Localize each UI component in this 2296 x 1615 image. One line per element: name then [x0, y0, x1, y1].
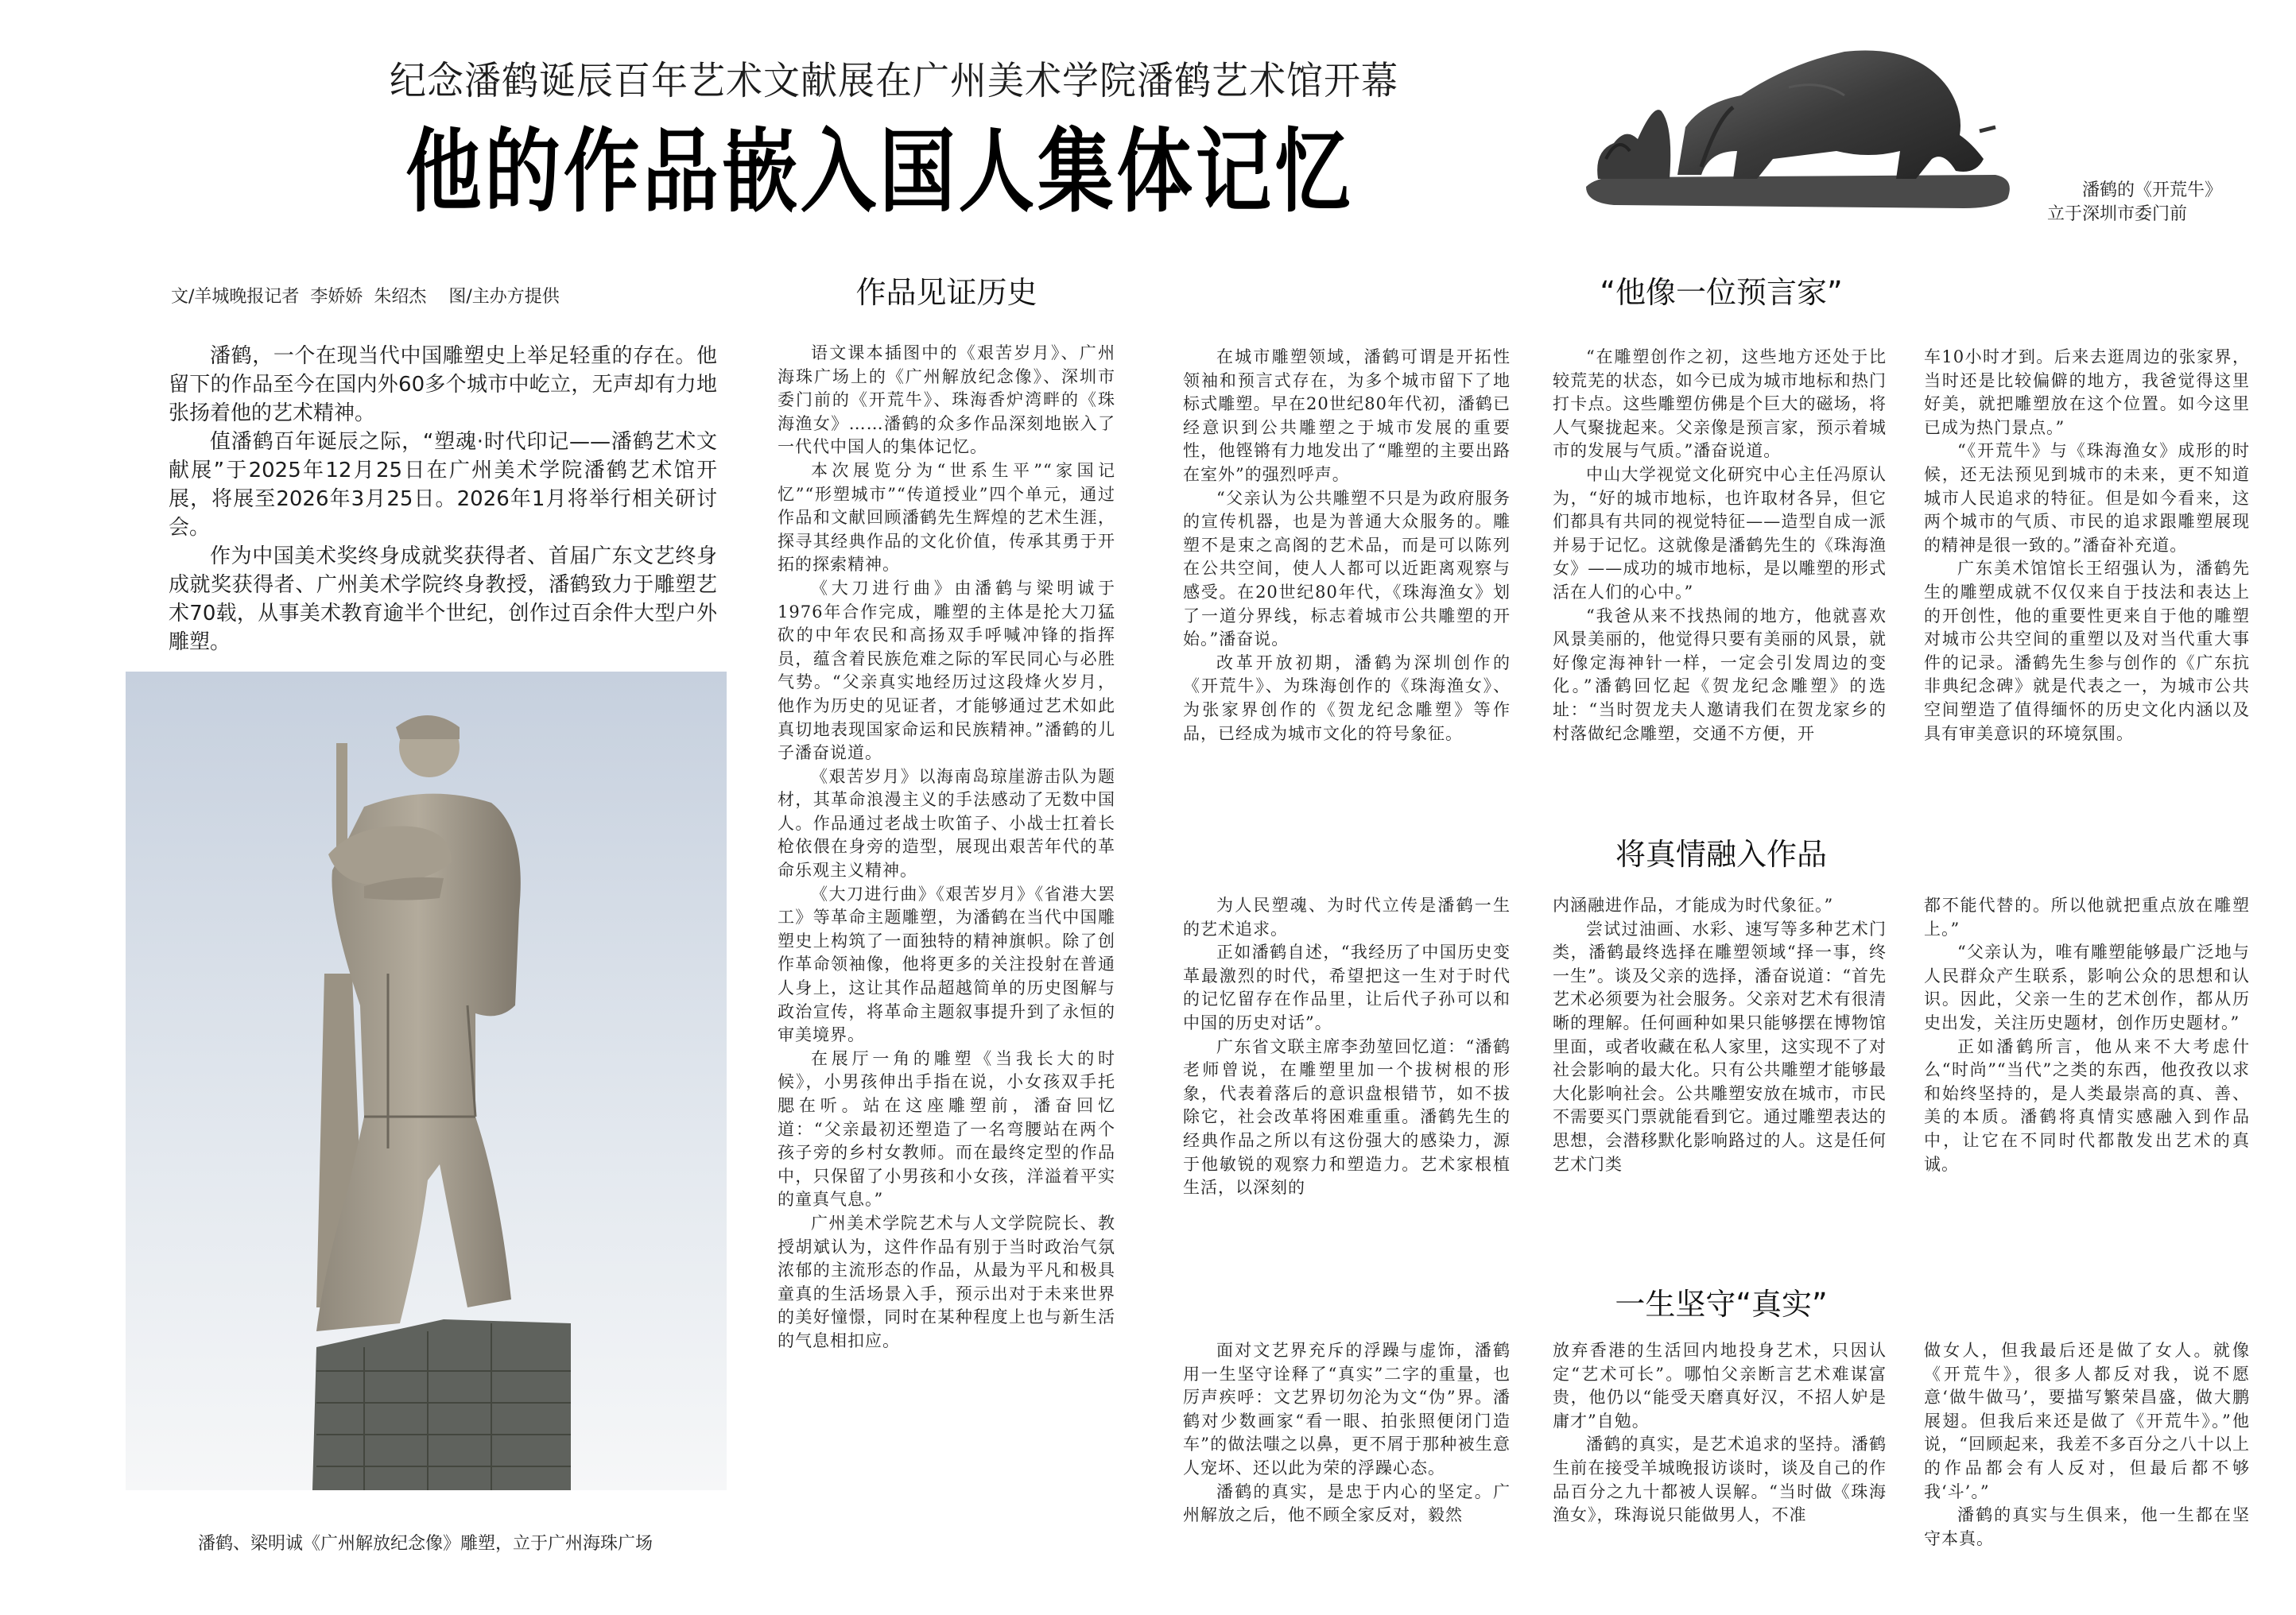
article-subtitle: 纪念潘鹤诞辰百年艺术文献展在广州美术学院潘鹤艺术馆开幕 [390, 58, 1398, 103]
paragraph: “在雕塑创作之初，这些地方还处于比较荒芜的状态，如今已成为城市地标和热门打卡点。这些雕塑仿佛是个巨大的磁场，将人气聚拢起来。父亲像是预言家，预示着城市的发展与气质。”潘奋说道。 [1553, 347, 1887, 461]
prophet-column-2 [1553, 346, 1887, 746]
bull-sculpture-photo [1582, 32, 2027, 215]
paragraph: “父亲认为，唯有雕塑能够最广泛地与人民群众产生联系，影响公众的思想和认识。因此，父亲一生的艺术创作，都从历史出发，关注历史题材，创作历史题材。” [1924, 943, 2250, 1032]
paragraph: “我爸从来不找热闹的地方，他就喜欢风景美丽的，他觉得只要有美丽的风景，就好像定海神针一样，一定会引发周边的变化。”潘鹤回忆起《贺龙纪念雕塑》的选址：“当时贺龙夫人邀请我们在贺龙家乡的村落做纪念雕塑，交通不方便，开 [1553, 606, 1887, 743]
paragraph: 本次展览分为“世系生平”“家国记忆”“形塑城市”“传道授业”四个单元，通过作品和文献回顾潘鹤先生辉煌的艺术生涯，探寻其经典作品的文化价值，传承其勇于开拓的探索精神。 [778, 460, 1115, 575]
paragraph: 做女人，但我最后还是做了女人。就像《开荒牛》，很多人都反对我，说不愿意‘做牛做马’，要描写繁荣昌盛，做大鹏展翅。但我后来还是做了《开荒牛》。”他说，“回顾起来，我差不多百分之八十以上的作品都会有人反对，但最后都不够我‘斗’。” [1924, 1341, 2250, 1501]
history-column [778, 342, 1115, 1354]
bull-sculpture-icon [1582, 32, 2027, 215]
prophet-column-3 [1924, 346, 2250, 746]
paragraph: 《大刀进行曲》由潘鹤与梁明诚于1976年合作完成，雕塑的主体是抡大刀猛砍的中年农民和高扬双手呼喊冲锋的指挥员，蕴含着民族危难之际的军民同心与必胜气势。“父亲真实地经历过这段烽火岁月，他作为历史的见证者，才能够通过艺术如此真切地表现国家命运和民族精神。”潘鹤的儿子潘奋说道。 [778, 578, 1115, 763]
paragraph: 在展厅一角的雕塑《当我长大的时候》，小男孩伸出手指在说，小女孩双手托腮在听。站在这座雕塑前，潘奋回忆道：“父亲最初还塑造了一名弯腰站在两个孩子旁的乡村女教师。而在最终定型的作品中，只保留了小男孩和小女孩，洋溢着平实的童真气息。” [778, 1048, 1115, 1210]
paragraph: 都不能代替的。所以他就把重点放在雕塑上。” [1924, 896, 2250, 939]
truth-column-2 [1553, 1339, 1887, 1528]
paragraph: 面对文艺界充斥的浮躁与虚饰，潘鹤用一生坚守诠释了“真实”二字的重量，也厉声疾呼：文艺界切勿沦为文“伪”界。潘鹤对少数画家“看一眼、拍张照便闭门造车”的做法嗤之以鼻，更不屑于那种被生意人宠坏、还以此为荣的浮躁心态。 [1183, 1341, 1511, 1478]
paragraph: 内涵融进作品，才能成为时代象征。” [1553, 896, 1834, 915]
paragraph: 车10小时才到。后来去逛周边的张家界，当时还是比较偏僻的地方，我爸觉得这里好美，就把雕塑放在这个位置。如今这里已成为热门景点。” [1924, 347, 2250, 437]
truth-column-3 [1924, 1339, 2250, 1551]
paragraph: 语文课本插图中的《艰苦岁月》、广州海珠广场上的《广州解放纪念像》、深圳市委门前的《开荒牛》、珠海香炉湾畔的《珠海渔女》……潘鹤的众多作品深刻地嵌入了一代代中国人的集体记忆。 [778, 343, 1115, 457]
sincerity-column-2 [1553, 894, 1887, 1176]
statue-photo-caption: 潘鹤、梁明诚《广州解放纪念像》雕塑，立于广州海珠广场 [197, 1534, 653, 1554]
intro-paragraph: 潘鹤，一个在现当代中国雕塑史上举足轻重的存在。他留下的作品至今在国内外60多个城市中屹立，无声却有力地张扬着他的艺术精神。 [169, 344, 717, 425]
paragraph: 在城市雕塑领域，潘鹤可谓是开拓性领袖和预言式存在，为多个城市留下了地标式雕塑。早在20世纪80年代初，潘鹤已经意识到公共雕塑之于城市发展的重要性，他铿锵有力地发出了“雕塑的主要出路在室外”的强烈呼声。 [1183, 347, 1511, 484]
paragraph: 正如潘鹤所言，他从来不大考虑什么“时尚”“当代”之类的东西，他孜孜以求和始终坚持的，是人类最崇高的真、善、美的本质。潘鹤将真情实感融入到作品中，让它在不同时代都散发出艺术的真诚。 [1924, 1036, 2250, 1174]
section-heading-prophet: “他像一位预言家” [1600, 275, 1843, 310]
sincerity-column-1 [1183, 894, 1511, 1200]
section-heading-truth: 一生坚守“真实” [1615, 1287, 1828, 1322]
paragraph: 改革开放初期，潘鹤为深圳创作的《开荒牛》、为珠海创作的《珠海渔女》、为张家界创作的《贺龙纪念雕塑》等作品，已经成为城市文化的符号象征。 [1183, 653, 1511, 743]
paragraph: 潘鹤的真实，是忠于内心的坚定。广州解放之后，他不顾全家反对，毅然 [1183, 1481, 1511, 1525]
paragraph: 广州美术学院艺术与人文学院院长、教授胡斌认为，这件作品有别于当时政治气氛浓郁的主流形态的作品，从最为平凡和极具童真的生活场景入手，预示出对于未来世界的美好憧憬，同时在某种程度上也与新生活的气息相扣应。 [778, 1213, 1115, 1350]
paragraph: 潘鹤的真实，是艺术追求的坚持。潘鹤生前在接受羊城晚报访谈时，谈及自己的作品百分之九十都被人误解。“当时做《珠海渔女》，珠海说只能做男人，不准 [1553, 1435, 1887, 1525]
paragraph: 《艰苦岁月》以海南岛琼崖游击队为题材，其革命浪漫主义的手法感动了无数中国人。作品通过老战士吹笛子、小战士扛着长枪依偎在身旁的造型，展现出艰苦年代的革命乐观主义精神。 [778, 766, 1115, 881]
statue-icon [126, 672, 727, 1490]
paragraph: 广东美术馆馆长王绍强认为，潘鹤先生的雕塑成就不仅仅来自于技法和表达上的开创性，他的重要性更来自于他的雕塑对城市公共空间的重塑以及对当代重大事件的记录。潘鹤先生参与创作的《广东抗非典纪念碑》就是代表之一，为城市公共空间塑造了值得缅怀的历史文化内涵以及具有审美意识的环境氛围。 [1924, 559, 2250, 743]
paragraph: 尝试过油画、水彩、速写等多种艺术门类，潘鹤最终选择在雕塑领域“择一事，终一生”。谈及父亲的选择，潘奋说道：“首先艺术必须要为社会服务。父亲对艺术有很清晰的理解。任何画种如果只能够摆在博物馆里面，或者收藏在私人家里，这实现不了对社会影响的最大化。只有公共雕塑才能够最大化影响社会。公共雕塑安放在城市，市民不需要买门票就能看到它。通过雕塑表达的思想，会潜移默化影响路过的人。这是任何艺术门类 [1553, 919, 1887, 1174]
section-heading-history: 作品见证历史 [855, 275, 1037, 310]
article-title: 他的作品嵌入国人集体记忆 [405, 117, 1354, 226]
paragraph: 为人民塑魂、为时代立传是潘鹤一生的艺术追求。 [1183, 896, 1511, 939]
intro-text [169, 342, 717, 656]
paragraph: “父亲认为公共雕塑不只是为政府服务的宣传机器，也是为普通大众服务的。雕塑不是束之高阁的艺术品，而是可以陈列在公共空间，使人人都可以近距离观察与感受。在20世纪80年代，《珠海渔女》划了一道分界线，标志着城市公共雕塑的开始。”潘奋说。 [1183, 488, 1511, 649]
paragraph: 正如潘鹤自述，“我经历了中国历史变革最激烈的时代，希望把这一生对于时代的记忆留存在作品里，让后代子孙可以和中国的历史对话”。 [1183, 943, 1511, 1032]
truth-column-1 [1183, 1339, 1511, 1528]
bull-photo-caption: 潘鹤的《开荒牛》立于深圳市委门前 [2047, 180, 2214, 224]
paragraph: 放弃香港的生活回内地投身艺术，只因认定“艺术可长”。哪怕父亲断言艺术难谋富贵，他仍以“能受天磨真好汉，不招人妒是庸才”自勉。 [1553, 1341, 1887, 1431]
sincerity-column-3 [1924, 894, 2250, 1176]
paragraph: “《开荒牛》与《珠海渔女》成形的时候，还无法预见到城市的未来，更不知道城市人民追求的特征。但是如今看来，这两个城市的气质、市民的追求跟雕塑展现的精神是很一致的。”潘奋补充道。 [1924, 441, 2250, 555]
section-heading-sincerity: 将真情融入作品 [1615, 837, 1827, 872]
byline: 文/羊城晚报记者 李娇娇 朱绍杰 图/主办方提供 [171, 287, 560, 307]
paragraph: 中山大学视觉文化研究中心主任冯原认为，“好的城市地标，也许取材各异，但它们都具有共同的视觉特征——造型自成一派并易于记忆。这就像是潘鹤先生的《珠海渔女》——成功的城市地标，是以雕塑的形式活在人们的心中。” [1553, 464, 1887, 602]
statue-photo [126, 672, 727, 1490]
paragraph: 潘鹤的真实与生俱来，他一生都在坚守本真。 [1924, 1505, 2250, 1548]
paragraph: 《大刀进行曲》《艰苦岁月》《省港大罢工》等革命主题雕塑，为潘鹤在当代中国雕塑史上构筑了一面独特的精神旗帜。除了创作革命领袖像，他将更多的关注投射在普通人身上，这让其作品超越简单的历史图解与政治宣传，将革命主题叙事提升到了永恒的审美境界。 [778, 884, 1115, 1045]
intro-paragraph: 作为中国美术奖终身成就奖获得者、首届广东文艺终身成就奖获得者、广州美术学院终身教授，潘鹤致力于雕塑艺术70载，从事美术教育逾半个世纪，创作过百余件大型户外雕塑。 [169, 544, 717, 654]
intro-paragraph: 值潘鹤百年诞辰之际，“塑魂·时代印记——潘鹤艺术文献展”于2025年12月25日在广州美术学院潘鹤艺术馆开展，将展至2026年3月25日。2026年1月将举行相关研讨会。 [169, 430, 717, 540]
prophet-column-1 [1183, 346, 1511, 746]
paragraph: 广东省文联主席李劲堃回忆道：“潘鹤老师曾说，在雕塑里加一个拔树根的形象，代表着落后的意识盘根错节，如不拔除它，社会改革将困难重重。潘鹤先生的经典作品之所以有这份强大的感染力，源于他敏锐的观察力和塑造力。艺术家根植生活，以深刻的 [1183, 1036, 1511, 1198]
